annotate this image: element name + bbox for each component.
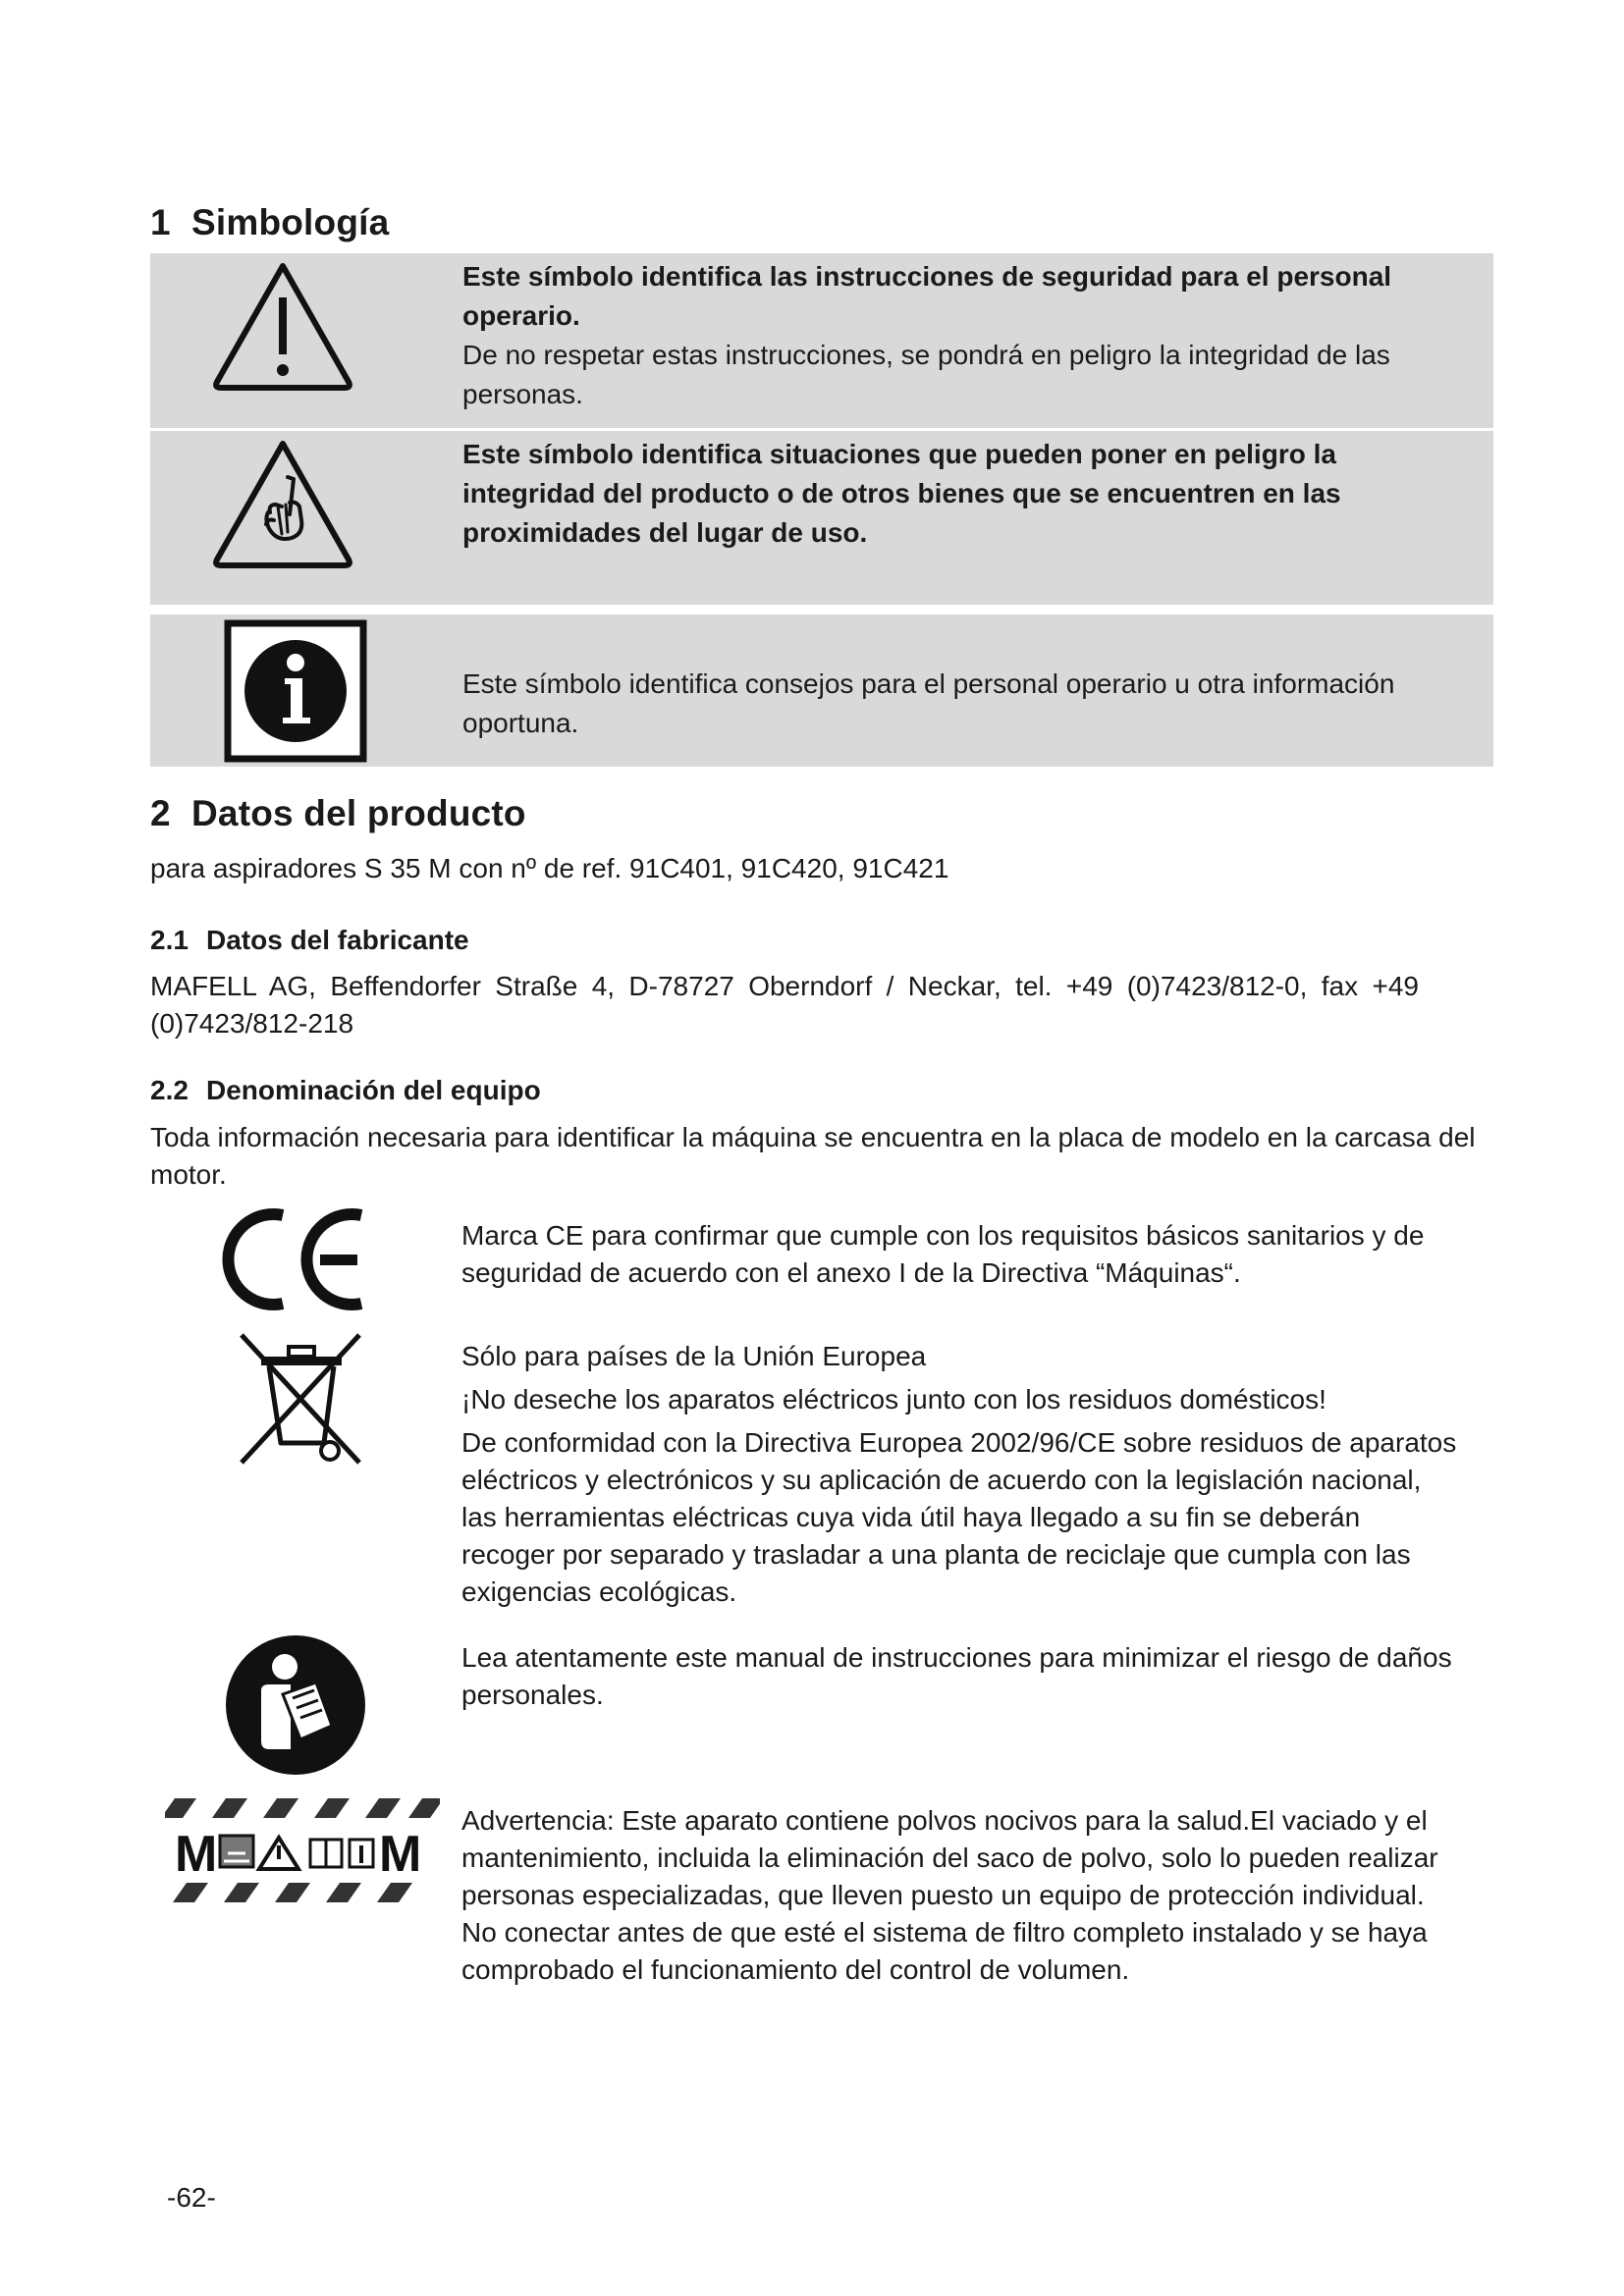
- dust-warning-text: [461, 1802, 1458, 1995]
- read-manual-text: [461, 1639, 1458, 1720]
- section-title: Datos del producto: [191, 793, 526, 833]
- symbol-row-text: [462, 435, 1474, 553]
- product-intro: para aspiradores S 35 M con nº de ref. 91C401, 91C420, 91C421: [150, 853, 949, 883]
- symbol-paragraph: Advertencia: Este aparato contiene polvos nocivos para la salud.El vaciado y el mantenimiento, incluida la eliminación del saco de polvo, solo lo pueden realizar personas especializadas, que lleven puesto un equipo de protección individual. No conectar antes de que esté el sistema de filtro completo instalado y se haya comprobado el funcionamiento del control de volumen.: [461, 1805, 1438, 1985]
- section-2-heading: [150, 793, 526, 834]
- section-title: Simbología: [191, 202, 390, 242]
- dust-class-letter-right: M: [379, 1826, 422, 1883]
- weee-text: [461, 1338, 1458, 1617]
- symbol-bold-text: Este símbolo identifica las instrucciones de seguridad para el personal operario.: [462, 261, 1392, 331]
- read-manual-icon: [222, 1631, 369, 1779]
- section-number: 2: [150, 793, 171, 833]
- symbol-row-safety: [150, 250, 1493, 428]
- subsection-number: 2.1: [150, 925, 189, 955]
- section-1-heading: [150, 202, 389, 243]
- subsection-title: Datos del fabricante: [206, 925, 469, 955]
- crossed-bin-icon: [232, 1327, 369, 1469]
- symbol-text: De no respetar estas instrucciones, se pondrá en peligro la integridad de las personas.: [462, 340, 1390, 409]
- symbol-paragraph: De conformidad con la Directiva Europea 2002/96/CE sobre residuos de aparatos eléctricos y electrónicos y su aplicación de acuerdo con la legislación nacional, las herramientas eléctricas cuya vida útil haya llegado a su fin se deberán recoger por separado y trasladar a una planta de reciclaje que cumpla con las exigencias ecológicas.: [461, 1427, 1457, 1607]
- symbol-row-text: [462, 257, 1474, 414]
- section-number: 1: [150, 202, 171, 242]
- ce-mark-icon: [222, 1205, 369, 1313]
- dust-class-m-label-icon: [165, 1796, 440, 1909]
- info-icon: [224, 619, 371, 767]
- warning-triangle-icon: [209, 258, 356, 396]
- symbol-row-text: [462, 665, 1474, 743]
- hand-warning-triangle-icon: [209, 436, 356, 573]
- manufacturer-text: MAFELL AG, Beffendorfer Straße 4, D-78727 Oberndorf / Neckar, tel. +49 (0)7423/812-0, fax +49 (0)7423/812-218: [150, 971, 1419, 1039]
- dust-class-letter-left: M: [175, 1826, 218, 1883]
- subsection-title: Denominación del equipo: [206, 1075, 541, 1105]
- page-number: -62-: [167, 2182, 216, 2213]
- ce-text: [461, 1217, 1458, 1298]
- subsection-number: 2.2: [150, 1075, 189, 1105]
- symbol-paragraph: ¡No deseche los aparatos eléctricos junto con los residuos domésticos!: [461, 1384, 1326, 1415]
- subsection-2-2-heading: [150, 1075, 541, 1106]
- symbol-bold-text: Este símbolo identifica situaciones que pueden poner en peligro la integridad del producto o de otros bienes que se encuentren en las proximidades del lugar de uso.: [462, 439, 1341, 548]
- symbol-paragraph: Lea atentamente este manual de instrucciones para minimizar el riesgo de daños personales.: [461, 1642, 1452, 1710]
- subsection-2-1-heading: [150, 925, 469, 956]
- symbol-text: Este símbolo identifica consejos para el personal operario u otra información oportuna.: [462, 668, 1395, 738]
- symbol-paragraph: Marca CE para confirmar que cumple con los requisitos básicos sanitarios y de seguridad de acuerdo con el anexo I de la Directiva “Máquinas“.: [461, 1220, 1425, 1288]
- symbol-row-info: [150, 612, 1493, 767]
- equipment-text: Toda información necesaria para identificar la máquina se encuentra en la placa de modelo en la carcasa del motor.: [150, 1122, 1476, 1190]
- symbol-row-product-danger: [150, 428, 1493, 605]
- symbol-paragraph: Sólo para países de la Unión Europea: [461, 1341, 927, 1371]
